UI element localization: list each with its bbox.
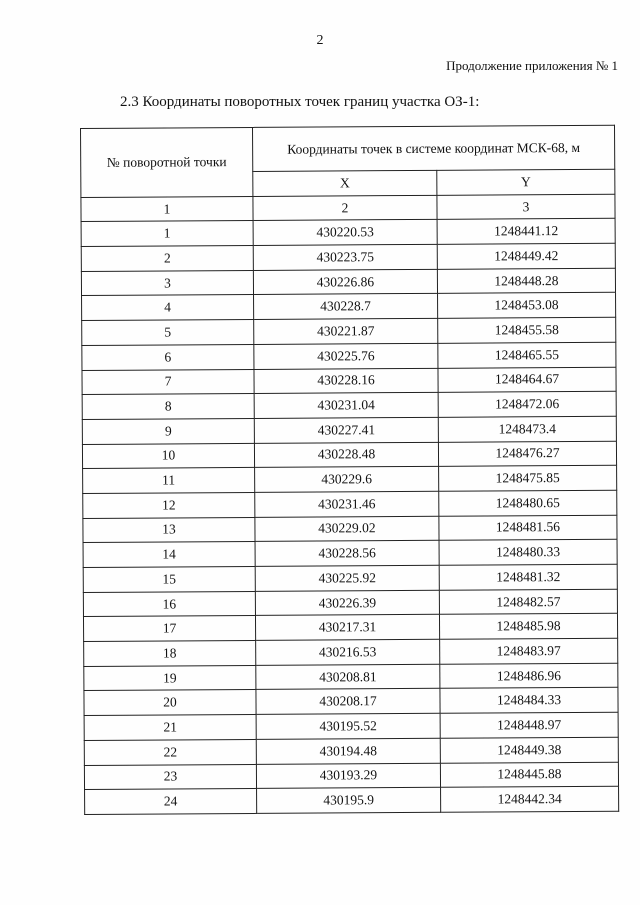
- y-coordinate-cell: 1248480.33: [439, 540, 617, 566]
- y-coordinate-cell: 1248480.65: [439, 490, 617, 516]
- x-coordinate-cell: 430228.56: [255, 541, 439, 567]
- table-row: [84, 663, 618, 691]
- y-coordinate-cell: 1248476.27: [438, 441, 616, 467]
- point-number-cell: 3: [81, 270, 253, 296]
- section-title: 2.3 Координаты поворотных точек границ участка ОЗ-1:: [120, 94, 480, 110]
- table-row: [81, 219, 615, 247]
- coordinates-table-container: [80, 125, 618, 815]
- x-coordinate-cell: 430194.48: [256, 738, 440, 764]
- appendix-continuation-note: Продолжение приложения № 1: [446, 58, 618, 73]
- table-row: [83, 465, 617, 493]
- y-coordinate-cell: 1248485.98: [439, 614, 617, 640]
- y-header: Y: [437, 169, 615, 195]
- point-number-cell: 5: [82, 320, 254, 346]
- y-coordinate-cell: 1248481.32: [439, 564, 617, 590]
- y-coordinate-cell: 1248472.06: [438, 391, 616, 417]
- x-coordinate-cell: 430221.87: [254, 318, 438, 344]
- y-coordinate-cell: 1248448.28: [437, 268, 615, 294]
- table-row: [84, 762, 618, 790]
- x-coordinate-cell: 430228.7: [254, 294, 438, 320]
- point-number-cell: 2: [81, 246, 253, 272]
- y-coordinate-cell: 1248455.58: [438, 317, 616, 343]
- x-coordinate-cell: 430229.6: [255, 467, 439, 493]
- table-row: [82, 342, 616, 370]
- x-coordinate-cell: 430193.29: [256, 763, 440, 789]
- table-row: [84, 712, 618, 740]
- x-coordinate-cell: 430228.16: [254, 368, 438, 394]
- x-coordinate-cell: 430195.9: [257, 787, 441, 813]
- x-coordinate-cell: 430225.92: [255, 565, 439, 591]
- table-row: [85, 786, 619, 814]
- table-row: [82, 317, 616, 345]
- table-row: [83, 564, 617, 592]
- y-coordinate-cell: 1248484.33: [440, 688, 618, 714]
- point-number-header: № поворотной точки: [81, 127, 253, 197]
- x-coordinate-cell: 430226.39: [255, 590, 439, 616]
- table-row: [83, 589, 617, 617]
- page-number: 2: [316, 33, 324, 48]
- x-coordinate-cell: 430226.86: [253, 269, 437, 295]
- point-number-cell: 1: [81, 221, 253, 247]
- table-row: [83, 490, 617, 518]
- point-number-cell: 22: [84, 739, 256, 765]
- point-number-cell: 13: [83, 517, 255, 543]
- coordinates-header: Координаты точек в системе координат МСК-68, м: [252, 125, 614, 171]
- x-coordinate-cell: 430223.75: [253, 244, 437, 270]
- table-row: [82, 441, 616, 469]
- index-cell-1: 1: [81, 196, 253, 222]
- table-row: [82, 293, 616, 321]
- x-coordinate-cell: 430228.48: [254, 442, 438, 468]
- x-coordinate-cell: 430217.31: [255, 615, 439, 641]
- point-number-cell: 24: [85, 789, 257, 815]
- x-coordinate-cell: 430231.46: [255, 491, 439, 517]
- x-coordinate-cell: 430227.41: [254, 417, 438, 443]
- point-number-cell: 19: [84, 665, 256, 691]
- point-number-cell: 17: [83, 616, 255, 642]
- x-coordinate-cell: 430220.53: [253, 220, 437, 246]
- point-number-cell: 15: [83, 566, 255, 592]
- table-row: [82, 391, 616, 419]
- y-coordinate-cell: 1248486.96: [440, 663, 618, 689]
- point-number-cell: 7: [82, 369, 254, 395]
- y-coordinate-cell: 1248445.88: [440, 762, 618, 788]
- table-row: [84, 737, 618, 765]
- x-coordinate-cell: 430208.17: [256, 689, 440, 715]
- table-row: [81, 243, 615, 271]
- x-coordinate-cell: 430231.04: [254, 393, 438, 419]
- point-number-cell: 12: [83, 492, 255, 518]
- point-number-cell: 18: [84, 640, 256, 666]
- table-row: [82, 416, 616, 444]
- y-coordinate-cell: 1248441.12: [437, 219, 615, 245]
- x-coordinate-cell: 430229.02: [255, 516, 439, 542]
- point-number-cell: 9: [82, 418, 254, 444]
- index-cell-3: 3: [437, 194, 615, 220]
- table-row: [81, 268, 615, 296]
- coordinates-table: [80, 125, 619, 815]
- point-number-cell: 4: [82, 295, 254, 321]
- y-coordinate-cell: 1248481.56: [439, 515, 617, 541]
- point-number-cell: 8: [82, 394, 254, 420]
- y-coordinate-cell: 1248464.67: [438, 367, 616, 393]
- table-row: [82, 367, 616, 395]
- point-number-cell: 21: [84, 715, 256, 741]
- x-coordinate-cell: 430216.53: [256, 639, 440, 665]
- point-number-cell: 14: [83, 542, 255, 568]
- y-coordinate-cell: 1248448.97: [440, 712, 618, 738]
- table-row: [84, 638, 618, 666]
- y-coordinate-cell: 1248449.42: [437, 243, 615, 269]
- point-number-cell: 11: [83, 468, 255, 494]
- coordinates-table-body: [81, 219, 619, 815]
- y-coordinate-cell: 1248482.57: [439, 589, 617, 615]
- table-row: [84, 688, 618, 716]
- y-coordinate-cell: 1248475.85: [439, 465, 617, 491]
- x-coordinate-cell: 430225.76: [254, 343, 438, 369]
- point-number-cell: 6: [82, 344, 254, 370]
- y-coordinate-cell: 1248483.97: [440, 638, 618, 664]
- point-number-cell: 10: [82, 443, 254, 469]
- table-row: [83, 540, 617, 568]
- point-number-cell: 20: [84, 690, 256, 716]
- x-header: X: [253, 170, 437, 196]
- y-coordinate-cell: 1248449.38: [440, 737, 618, 763]
- x-coordinate-cell: 430195.52: [256, 713, 440, 739]
- y-coordinate-cell: 1248453.08: [438, 293, 616, 319]
- point-number-cell: 16: [83, 591, 255, 617]
- y-coordinate-cell: 1248473.4: [438, 416, 616, 442]
- y-coordinate-cell: 1248465.55: [438, 342, 616, 368]
- table-row: [83, 614, 617, 642]
- y-coordinate-cell: 1248442.34: [441, 786, 619, 812]
- table-row: [83, 515, 617, 543]
- index-cell-2: 2: [253, 195, 437, 221]
- x-coordinate-cell: 430208.81: [256, 664, 440, 690]
- point-number-cell: 23: [84, 764, 256, 790]
